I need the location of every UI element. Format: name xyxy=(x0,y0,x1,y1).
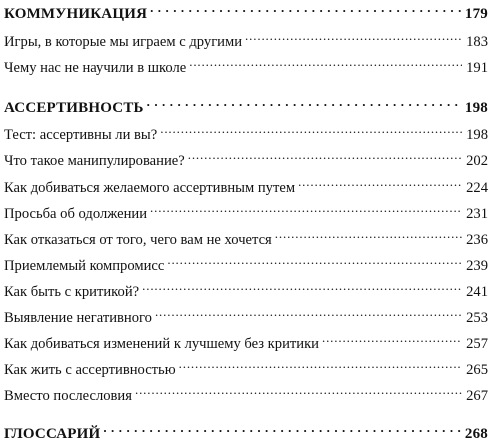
dot-leader xyxy=(189,52,462,72)
toc-section-title: КОММУНИКАЦИЯ xyxy=(4,6,148,22)
toc-entry-title: Чему нас не научили в школе xyxy=(4,60,187,76)
dot-leader xyxy=(245,26,462,46)
toc-page-number: 257 xyxy=(466,336,488,352)
toc-entry-title: Как быть с критикой? xyxy=(4,284,140,300)
dot-leader xyxy=(142,276,462,296)
toc-section-title: ГЛОССАРИЙ xyxy=(4,426,101,442)
toc-page-number: 253 xyxy=(466,310,488,326)
dot-leader xyxy=(155,302,462,322)
toc-page-number: 236 xyxy=(466,232,488,248)
toc-entry[interactable] xyxy=(4,276,488,302)
dot-leader xyxy=(322,328,462,348)
toc-entry-title: Игры, в которые мы играем с другими xyxy=(4,34,243,50)
dot-leader xyxy=(188,145,462,165)
dot-leader xyxy=(179,354,462,374)
toc-entry-title: Вместо послесловия xyxy=(4,388,132,404)
toc-entry[interactable] xyxy=(4,380,488,406)
toc-entry-title: Как жить с ассертивностью xyxy=(4,362,176,378)
toc-entry[interactable] xyxy=(4,119,488,145)
toc-entry[interactable] xyxy=(4,145,488,171)
toc-entry[interactable] xyxy=(4,172,488,198)
toc-entry[interactable] xyxy=(4,302,488,328)
dot-leader xyxy=(150,0,461,18)
toc-entry[interactable] xyxy=(4,52,488,78)
toc-page-number: 183 xyxy=(466,34,488,50)
toc-entry-title: Приемлемый компромисс xyxy=(4,258,165,274)
toc-page-number: 239 xyxy=(466,258,488,274)
toc-page-number: 241 xyxy=(466,284,488,300)
toc-page-number: 198 xyxy=(466,127,488,143)
toc-entry[interactable] xyxy=(4,354,488,380)
dot-leader xyxy=(160,119,462,139)
toc-entry-title: Выявление негативного xyxy=(4,310,152,326)
toc-page-number: 268 xyxy=(464,426,488,442)
dot-leader xyxy=(275,224,462,244)
toc-entry-title: Как добиваться желаемого ассертивным путем xyxy=(4,180,296,196)
toc-section-kommunikatsiya[interactable] xyxy=(4,0,488,24)
toc-section-title: АССЕРТИВНОСТЬ xyxy=(4,100,144,116)
toc-page-number: 224 xyxy=(466,180,488,196)
dot-leader xyxy=(103,418,461,438)
toc-entry-title: Что такое манипулирование? xyxy=(4,153,185,169)
toc-page-number: 231 xyxy=(466,206,488,222)
dot-leader xyxy=(147,92,461,112)
toc-page-number: 179 xyxy=(464,6,488,22)
toc-page-number: 202 xyxy=(466,153,488,169)
toc-entry[interactable] xyxy=(4,224,488,250)
toc-entry-title: Как отказаться от того, чего вам не хочется xyxy=(4,232,272,248)
toc-entry-title: Как добиваться изменений к лучшему без критики xyxy=(4,336,319,352)
toc-page-number: 198 xyxy=(464,100,488,116)
toc-page-number: 191 xyxy=(466,60,488,76)
toc-entry-title: Тест: ассертивны ли вы? xyxy=(4,127,158,143)
toc-entry[interactable] xyxy=(4,328,488,354)
toc-entry[interactable] xyxy=(4,250,488,276)
dot-leader xyxy=(298,172,462,192)
toc-entry-title: Просьба об одолжении xyxy=(4,206,148,222)
toc-entry[interactable] xyxy=(4,26,488,52)
dot-leader xyxy=(167,250,462,270)
toc-section-glossariy[interactable] xyxy=(4,418,488,444)
toc-section-assertivnost[interactable] xyxy=(4,92,488,118)
dot-leader xyxy=(150,198,462,218)
toc-page-number: 267 xyxy=(466,388,488,404)
toc-page-number: 265 xyxy=(466,362,488,378)
toc-entry[interactable] xyxy=(4,198,488,224)
dot-leader xyxy=(135,380,462,400)
